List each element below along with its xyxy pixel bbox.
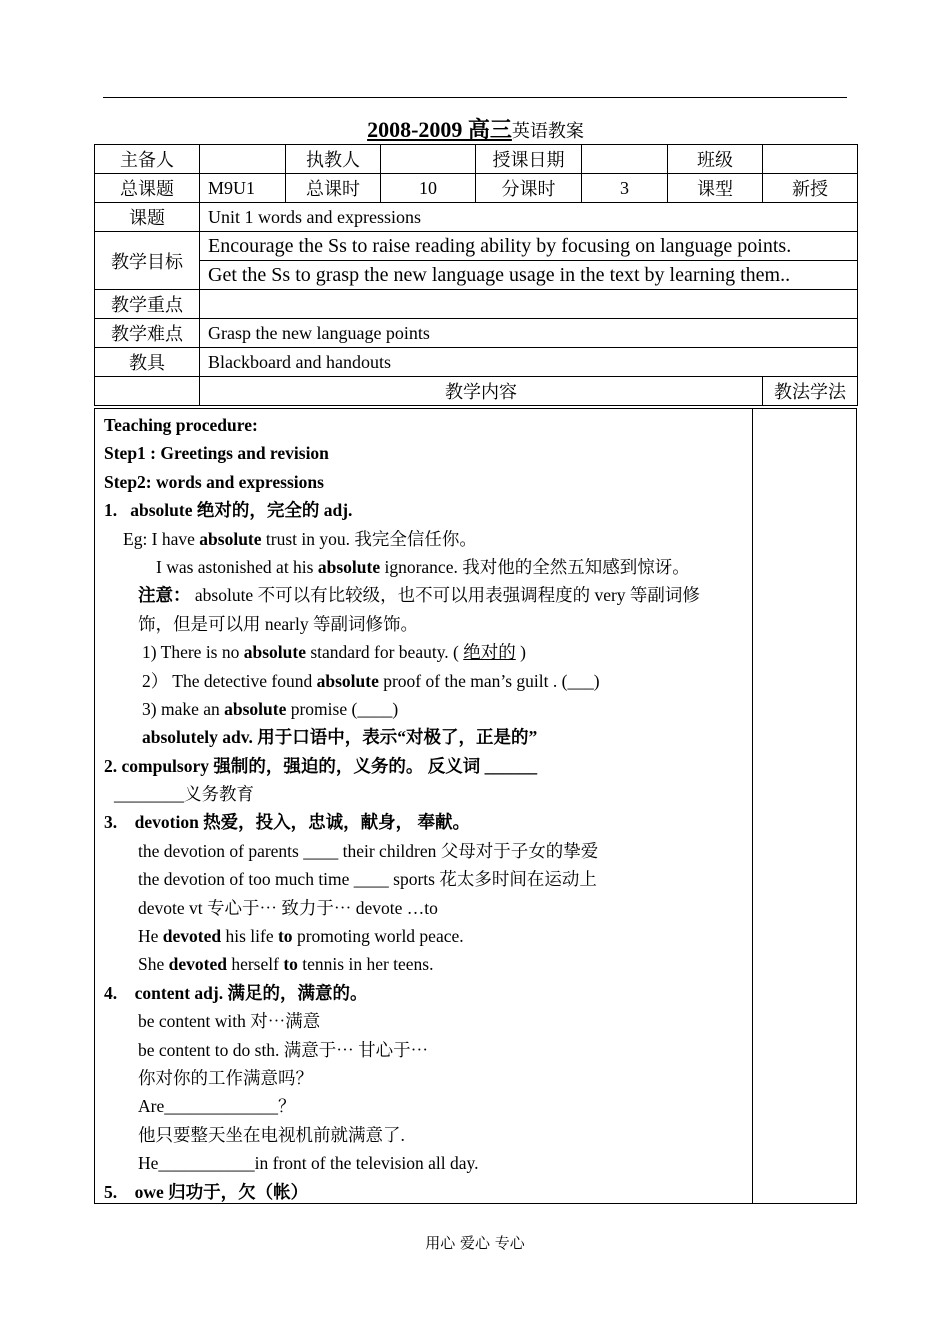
table-row	[95, 261, 858, 290]
cell-objective-2: Get the Ss to grasp the new language usage in the text by learning them..	[200, 261, 858, 290]
word-4-example-2: be content to do sth. 满意于⋯ 甘心于⋯	[138, 1039, 429, 1060]
cell-date-value	[582, 145, 668, 174]
lesson-info-table	[94, 144, 858, 406]
word-4-example-5: 他只要整天坐在电视机前就满意了.	[138, 1124, 405, 1145]
cell-tools-label: 教具	[95, 348, 200, 377]
table-row	[95, 174, 858, 203]
table-row	[95, 348, 858, 377]
step2: Step2: words and expressions	[104, 471, 324, 492]
cell-difficulty-label: 教学难点	[95, 319, 200, 348]
word-4-example-4: Are_____________？	[138, 1096, 296, 1117]
table-row	[95, 232, 858, 261]
cell-total-hours-label: 总课时	[286, 174, 381, 203]
cell-sub-hours-value: 3	[582, 174, 668, 203]
cell-tools-value: Blackboard and handouts	[200, 348, 858, 377]
word-3-example-4: He devoted his life to promoting world peace.	[138, 926, 464, 947]
word-3-example-5: She devoted herself to tennis in her teens.	[138, 954, 434, 975]
cell-class-label: 班级	[668, 145, 763, 174]
cell-main-topic-value: M9U1	[200, 174, 286, 203]
cell-content-header: 教学内容	[200, 377, 763, 406]
exercise-2: 2） The detective found absolute proof of the man’s guilt . (___)	[142, 670, 600, 691]
word-4-example-3: 你对你的工作满意吗？	[138, 1067, 313, 1088]
cell-teacher-label: 执教人	[286, 145, 381, 174]
cell-main-topic-label: 总课题	[95, 174, 200, 203]
word-5: 5. owe 归功于，欠（帐）	[104, 1181, 309, 1202]
cell-key-value	[200, 290, 858, 319]
word-3: 3. devotion 热爱，投入，忠诚，献身， 奉献。	[104, 812, 471, 833]
table-row	[95, 203, 858, 232]
cell-difficulty-value: Grasp the new language points	[200, 319, 858, 348]
cell-preparer-value	[200, 145, 286, 174]
word-4-example-6: He___________in front of the television all day.	[138, 1153, 479, 1174]
header-rule	[103, 97, 847, 98]
cell-method-header: 教法学法	[763, 377, 858, 406]
cell-preparer-label: 主备人	[95, 145, 200, 174]
word-4-example-1: be content with 对⋯满意	[138, 1011, 321, 1032]
note-line-1: 注意： absolute 不可以有比较级，也不可以用表强调程度的 very 等副词修	[138, 585, 700, 606]
teaching-content	[94, 408, 753, 1204]
example-1: Eg: I have absolute trust in you. 我完全信任你。	[123, 528, 477, 549]
cell-date-label: 授课日期	[476, 145, 582, 174]
note-line-2: 饰，但是可以用 nearly 等副词修饰。	[138, 613, 418, 634]
procedure-heading: Teaching procedure:	[104, 415, 258, 435]
word-4: 4. content adj. 满足的，满意的。	[104, 982, 368, 1003]
word-1: 1. absolute 绝对的，完全的 adj.	[104, 500, 353, 521]
step1: Step1 : Greetings and revision	[104, 443, 329, 464]
cell-empty	[95, 377, 200, 406]
cell-lesson-type-value: 新授	[763, 174, 858, 203]
page-footer: 用心 爱心 专心	[425, 1234, 525, 1252]
word-2-line-2: ________义务教育	[114, 784, 254, 805]
table-row	[95, 377, 858, 406]
title-rest: 英语教案	[511, 121, 584, 141]
cell-total-hours-value: 10	[381, 174, 476, 203]
exercise-1: 1) There is no absolute standard for beauty. ( 绝对的 )	[142, 642, 526, 663]
cell-topic-value: Unit 1 words and expressions	[200, 203, 858, 232]
cell-class-value	[763, 145, 858, 174]
cell-topic-label: 课题	[95, 203, 200, 232]
page-title	[94, 116, 857, 145]
cell-teacher-value	[381, 145, 476, 174]
cell-objective-label: 教学目标	[95, 232, 200, 290]
word-2: 2. compulsory 强制的，强迫的，义务的。 反义词 ______	[104, 755, 538, 776]
cell-lesson-type-label: 课型	[668, 174, 763, 203]
title-bold: 2008-2009 高三	[367, 117, 512, 142]
table-row	[95, 290, 858, 319]
cell-objective-1: Encourage the Ss to raise reading ability by focusing on language points.	[200, 232, 858, 261]
cell-key-label: 教学重点	[95, 290, 200, 319]
word-3-example-2: the devotion of too much time ____ sports 花太多时间在运动上	[138, 869, 597, 890]
table-row	[95, 319, 858, 348]
table-row	[95, 145, 858, 174]
word-3-example-1: the devotion of parents ____ their children 父母对于子女的挚爱	[138, 840, 599, 861]
word-3-example-3: devote vt 专心于⋯ 致力于⋯ devote …to	[138, 897, 438, 918]
exercise-3: 3) make an absolute promise (____)	[142, 698, 399, 719]
adverb-line: absolutely adv. 用于口语中，表示“对极了，正是的”	[142, 727, 538, 748]
method-column	[752, 408, 857, 1204]
example-2: I was astonished at his absolute ignorance. 我对他的全然五知感到惊讶。	[156, 556, 690, 577]
cell-sub-hours-label: 分课时	[476, 174, 582, 203]
